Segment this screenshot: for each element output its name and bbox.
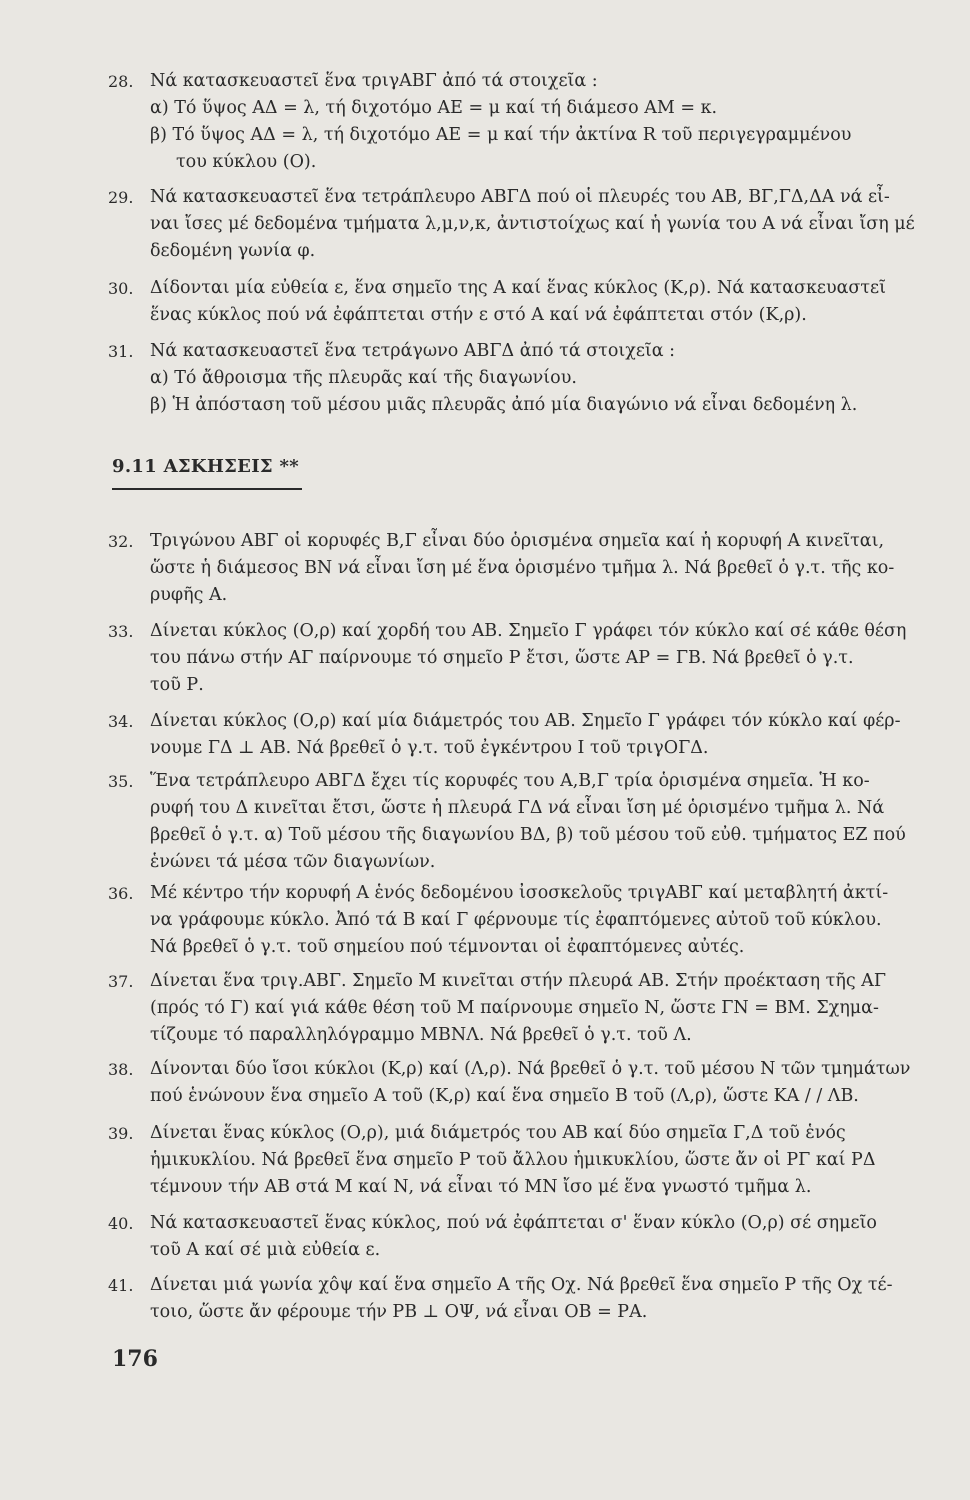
exercise-line: Νά κατασκευαστεῖ ἕνα τριγΑΒΓ ἀπό τά στοιχεῖα :	[150, 71, 598, 91]
page-number: 176	[112, 1346, 158, 1372]
exercise-number: 41.	[108, 1276, 134, 1295]
exercise-34	[108, 708, 928, 762]
exercise-line: πού ἑνώνουν ἕνα σημεῖο Α τοῦ (Κ,ρ) καί ἕνα σημεῖο Β τοῦ (Λ,ρ), ὥστε ΚΑ / / ΛΒ.	[150, 1086, 859, 1106]
exercise-line: νουμε ΓΔ ⊥ ΑΒ. Νά βρεθεῖ ὁ γ.τ. τοῦ ἐγκέντρου Ι τοῦ τριγΟΓΔ.	[150, 738, 709, 758]
exercise-33	[108, 618, 928, 699]
exercise-number: 30.	[108, 279, 134, 298]
exercise-line: τοιο, ὥστε ἄν φέρουμε τήν ΡΒ ⊥ ΟΨ, νά εἶναι ΟΒ = ΡΑ.	[150, 1302, 648, 1322]
exercise-30	[108, 275, 928, 329]
exercise-32	[108, 528, 928, 609]
exercise-line: τίζουμε τό παραλληλόγραμμο ΜΒΝΛ. Νά βρεθεῖ ὁ γ.τ. τοῦ Λ.	[150, 1025, 692, 1045]
exercise-number: 29.	[108, 188, 134, 207]
exercise-line: (πρός τό Γ) καί γιά κάθε θέση τοῦ Μ παίρνουμε σημεῖο Ν, ὥστε ΓΝ = ΒΜ. Σχημα-	[150, 998, 879, 1018]
exercise-line: Νά κατασκευαστεῖ ἕνας κύκλος, πού νά ἐφάπτεται σ' ἕναν κύκλο (Ο,ρ) σέ σημεῖο	[150, 1213, 877, 1233]
exercise-line: Ἕνα τετράπλευρο ΑΒΓΔ ἔχει τίς κορυφές του Α,Β,Γ τρία ὁρισμένα σημεῖα. Ἡ κο-	[150, 771, 870, 791]
exercise-number: 37.	[108, 972, 134, 991]
exercise-line: Νά κατασκευαστεῖ ἕνα τετράγωνο ΑΒΓΔ ἀπό τά στοιχεῖα :	[150, 341, 676, 361]
exercise-line: τέμνουν τήν ΑΒ στά Μ καί Ν, νά εἶναι τό ΜΝ ἴσο μέ ἕνα γνωστό τμῆμα λ.	[150, 1177, 812, 1197]
exercise-line: ἕνας κύκλος πού νά ἐφάπτεται στήν ε στό Α καί νά ἐφάπτεται στόν (Κ,ρ).	[150, 305, 807, 325]
exercise-line: ἡμικυκλίου. Νά βρεθεῖ ἕνα σημεῖο Ρ τοῦ ἄλλου ἡμικυκλίου, ὥστε ἄν οἱ ΡΓ καί ΡΔ	[150, 1150, 876, 1170]
exercise-line: ρυφῆς Α.	[150, 585, 228, 605]
exercise-line: Δίνεται κύκλος (Ο,ρ) καί μία διάμετρός του ΑΒ. Σημεῖο Γ γράφει τόν κύκλο καί φέρ-	[150, 711, 901, 731]
exercise-39	[108, 1120, 928, 1201]
exercise-40	[108, 1210, 928, 1264]
exercise-line: Δίνεται ἕνας κύκλος (Ο,ρ), μιά διάμετρός του ΑΒ καί δύο σημεῖα Γ,Δ τοῦ ἑνός	[150, 1123, 846, 1143]
exercise-29	[108, 184, 928, 265]
exercise-38	[108, 1056, 928, 1110]
exercise-line: ρυφή του Δ κινεῖται ἔτσι, ὥστε ἡ πλευρά ΓΔ νά εἶναι ἴση μέ ὁρισμένο τμῆμα λ. Νά	[150, 798, 885, 818]
exercise-number: 35.	[108, 772, 134, 791]
exercise-line: β) Τό ὕψος ΑΔ = λ, τή διχοτόμο ΑΕ = μ καί τήν ἀκτίνα R τοῦ περιγεγραμμένου	[150, 125, 852, 145]
exercise-31	[108, 338, 928, 419]
exercise-28	[108, 68, 928, 176]
exercise-number: 32.	[108, 532, 134, 551]
exercise-line: βρεθεῖ ὁ γ.τ. α) Τοῦ μέσου τῆς διαγωνίου ΒΔ, β) τοῦ μέσου τοῦ εὐθ. τμήματος ΕΖ πού	[150, 825, 906, 845]
exercise-line: α) Τό ἄθροισμα τῆς πλευρᾶς καί τῆς διαγωνίου.	[150, 368, 577, 388]
exercise-number: 34.	[108, 712, 134, 731]
exercise-line: ὥστε ἡ διάμεσος ΒΝ νά εἶναι ἴση μέ ἕνα ὁρισμένο τμῆμα λ. Νά βρεθεῖ ὁ γ.τ. τῆς κο-	[150, 558, 895, 578]
exercise-line: Τριγώνου ΑΒΓ οἱ κορυφές Β,Γ εἶναι δύο ὁρισμένα σημεῖα καί ἡ κορυφή Α κινεῖται,	[150, 531, 885, 551]
exercise-number: 36.	[108, 884, 134, 903]
exercise-line: τοῦ Ρ.	[150, 675, 204, 695]
exercise-line: του κύκλου (Ο).	[176, 152, 317, 172]
exercise-line: του πάνω στήν ΑΓ παίρνουμε τό σημεῖο Ρ ἔτσι, ὥστε ΑΡ = ΓΒ. Νά βρεθεῖ ὁ γ.τ.	[150, 648, 854, 668]
exercise-number: 33.	[108, 622, 134, 641]
exercise-number: 31.	[108, 342, 134, 361]
exercise-line: Δίνεται ἕνα τριγ.ΑΒΓ. Σημεῖο Μ κινεῖται στήν πλευρά ΑΒ. Στήν προέκταση τῆς ΑΓ	[150, 971, 886, 991]
exercise-number: 40.	[108, 1214, 134, 1233]
exercise-line: Δίνεται κύκλος (Ο,ρ) καί χορδή του ΑΒ. Σημεῖο Γ γράφει τόν κύκλο καί σέ κάθε θέση	[150, 621, 907, 641]
exercise-line: Δίδονται μία εὐθεία ε, ἕνα σημεῖο της Α καί ἕνας κύκλος (Κ,ρ). Νά κατασκευαστεῖ	[150, 278, 886, 298]
exercise-36	[108, 880, 928, 961]
section-title: 9.11 ΑΣΚΗΣΕΙΣ **	[112, 456, 299, 477]
exercise-37	[108, 968, 928, 1049]
exercise-35	[108, 768, 928, 876]
exercise-line: Δίνονται δύο ἴσοι κύκλοι (Κ,ρ) καί (Λ,ρ). Νά βρεθεῖ ὁ γ.τ. τοῦ μέσου Ν τῶν τμημάτων	[150, 1059, 911, 1079]
exercise-line: Νά κατασκευαστεῖ ἕνα τετράπλευρο ΑΒΓΔ πού οἱ πλευρές του ΑΒ, ΒΓ,ΓΔ,ΔΑ νά εἶ-	[150, 187, 890, 207]
exercise-line: Νά βρεθεῖ ὁ γ.τ. τοῦ σημείου πού τέμνονται οἱ ἐφαπτόμενες αὐτές.	[150, 937, 745, 957]
exercise-line: τοῦ Α καί σέ μιὰ εὐθεία ε.	[150, 1240, 381, 1260]
exercise-line: β) Ἡ ἀπόσταση τοῦ μέσου μιᾶς πλευρᾶς ἀπό μία διαγώνιο νά εἶναι δεδομένη λ.	[150, 395, 858, 415]
exercise-41	[108, 1272, 928, 1326]
exercise-line: Δίνεται μιά γωνία χôψ καί ἕνα σημεῖο Α τῆς Οχ. Νά βρεθεῖ ἕνα σημεῖο Ρ τῆς Οχ τέ-	[150, 1275, 893, 1295]
exercise-number: 38.	[108, 1060, 134, 1079]
exercise-number: 28.	[108, 72, 134, 91]
exercise-line: α) Τό ὕψος ΑΔ = λ, τή διχοτόμο ΑΕ = μ καί τή διάμεσο ΑΜ = κ.	[150, 98, 718, 118]
exercise-line: Μέ κέντρο τήν κορυφή Α ἑνός δεδομένου ἰσοσκελοῦς τριγΑΒΓ καί μεταβλητή ἀκτί-	[150, 883, 889, 903]
section-underline	[112, 488, 302, 490]
exercise-line: ἑνώνει τά μέσα τῶν διαγωνίων.	[150, 852, 436, 872]
exercise-line: δεδομένη γωνία φ.	[150, 241, 316, 261]
exercise-line: να γράφουμε κύκλο. Ἀπό τά Β καί Γ φέρνουμε τίς ἐφαπτόμενες αὐτοῦ τοῦ κύκλου.	[150, 910, 882, 930]
exercise-number: 39.	[108, 1124, 134, 1143]
exercise-line: ναι ἴσες μέ δεδομένα τμήματα λ,μ,ν,κ, ἀντιστοίχως καί ἡ γωνία του Α νά εἶναι ἴση μέ	[150, 214, 915, 234]
